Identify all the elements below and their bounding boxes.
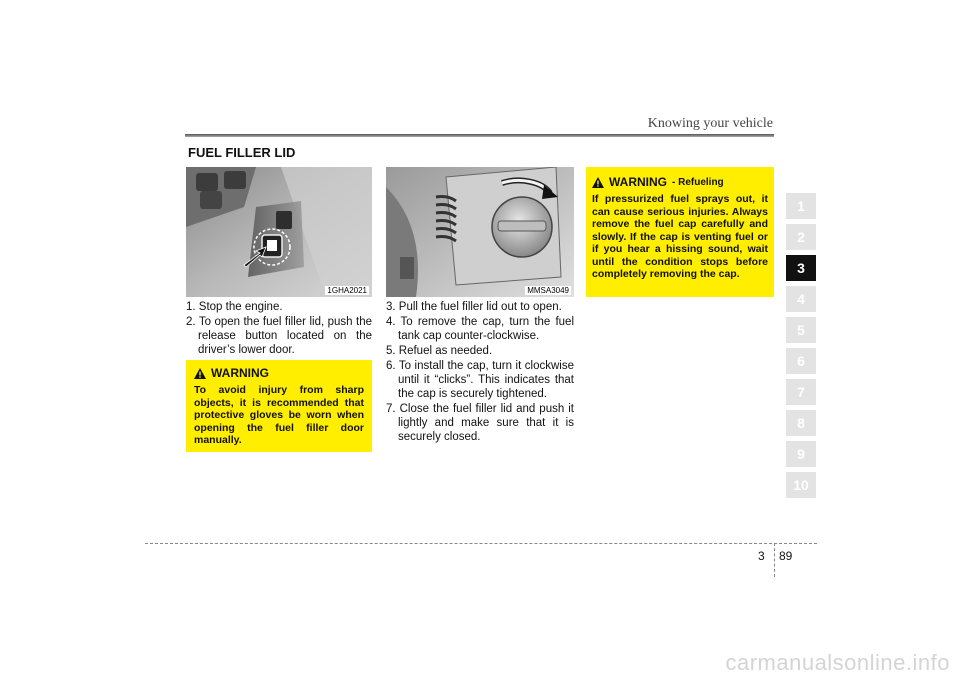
warning-body: If pressurized fuel sprays out, it can cause serious injuries. Always remove the fuel cap carefully and slowly. If the cap is venting fuel or if you hear a hissing sound, wait until the condition stops before completely removing the cap. bbox=[592, 193, 768, 280]
header-rule bbox=[185, 134, 774, 137]
chapter-tab-9[interactable]: 9 bbox=[786, 441, 816, 467]
running-header: Knowing your vehicle bbox=[647, 116, 773, 131]
step-3: 3. Pull the fuel filler lid out to open. bbox=[386, 301, 562, 313]
warning-box-gloves bbox=[186, 360, 372, 452]
steps-left bbox=[186, 300, 372, 358]
chapter-tab-6[interactable]: 6 bbox=[786, 348, 816, 374]
warning-title: WARNING bbox=[609, 175, 667, 189]
step-1: 1. Stop the engine. bbox=[186, 301, 283, 313]
watermark: carmanualsonline.info bbox=[725, 650, 950, 675]
photo-code: MMSA3049 bbox=[527, 286, 569, 295]
chapter-tab-5[interactable]: 5 bbox=[786, 317, 816, 343]
warning-body: To avoid injury from sharp objects, it is recommended that protective gloves be worn when opening the fuel filler door manually. bbox=[194, 384, 364, 446]
chapter-tab-4[interactable]: 4 bbox=[786, 286, 816, 312]
warning-subtitle: - Refueling bbox=[672, 176, 724, 188]
footer-divider bbox=[774, 543, 775, 577]
fuel-cap-photo bbox=[386, 167, 574, 297]
chapter-tab-8[interactable]: 8 bbox=[786, 410, 816, 436]
fuel-cap-illustration bbox=[386, 167, 574, 297]
footer-chapter-number: 3 bbox=[758, 549, 765, 563]
chapter-tab-3[interactable]: 3 bbox=[786, 255, 816, 281]
warning-title: WARNING bbox=[211, 366, 269, 380]
step-5: 5. Refuel as needed. bbox=[386, 345, 493, 357]
chapter-tab-10[interactable]: 10 bbox=[786, 472, 816, 498]
footer-rule bbox=[145, 543, 817, 544]
section-title: FUEL FILLER LID bbox=[188, 145, 296, 160]
photo-code: 1GHA2021 bbox=[327, 286, 367, 295]
chapter-tab-7[interactable]: 7 bbox=[786, 379, 816, 405]
chapter-tab-2[interactable]: 2 bbox=[786, 224, 816, 250]
chapter-tabs bbox=[786, 193, 816, 503]
door-release-illustration bbox=[186, 167, 372, 297]
warning-box-refueling bbox=[586, 167, 774, 297]
step-7: 7. Close the fuel filler lid and push it lightly and make sure that it is securely closed. bbox=[386, 403, 574, 443]
warning-triangle-icon bbox=[592, 177, 604, 188]
warning-triangle-icon bbox=[194, 368, 206, 379]
step-6: 6. To install the cap, turn it clockwise until it “clicks”. This indicates that the cap is securely tightened. bbox=[386, 360, 574, 400]
footer-page-number: 89 bbox=[779, 549, 793, 563]
steps-right bbox=[386, 300, 574, 445]
step-2: 2. To open the fuel filler lid, push the release button located on the driver’s lower door. bbox=[186, 316, 372, 356]
step-4: 4. To remove the cap, turn the fuel tank cap counter-clockwise. bbox=[386, 316, 574, 342]
door-release-photo bbox=[186, 167, 372, 297]
chapter-tab-1[interactable]: 1 bbox=[786, 193, 816, 219]
